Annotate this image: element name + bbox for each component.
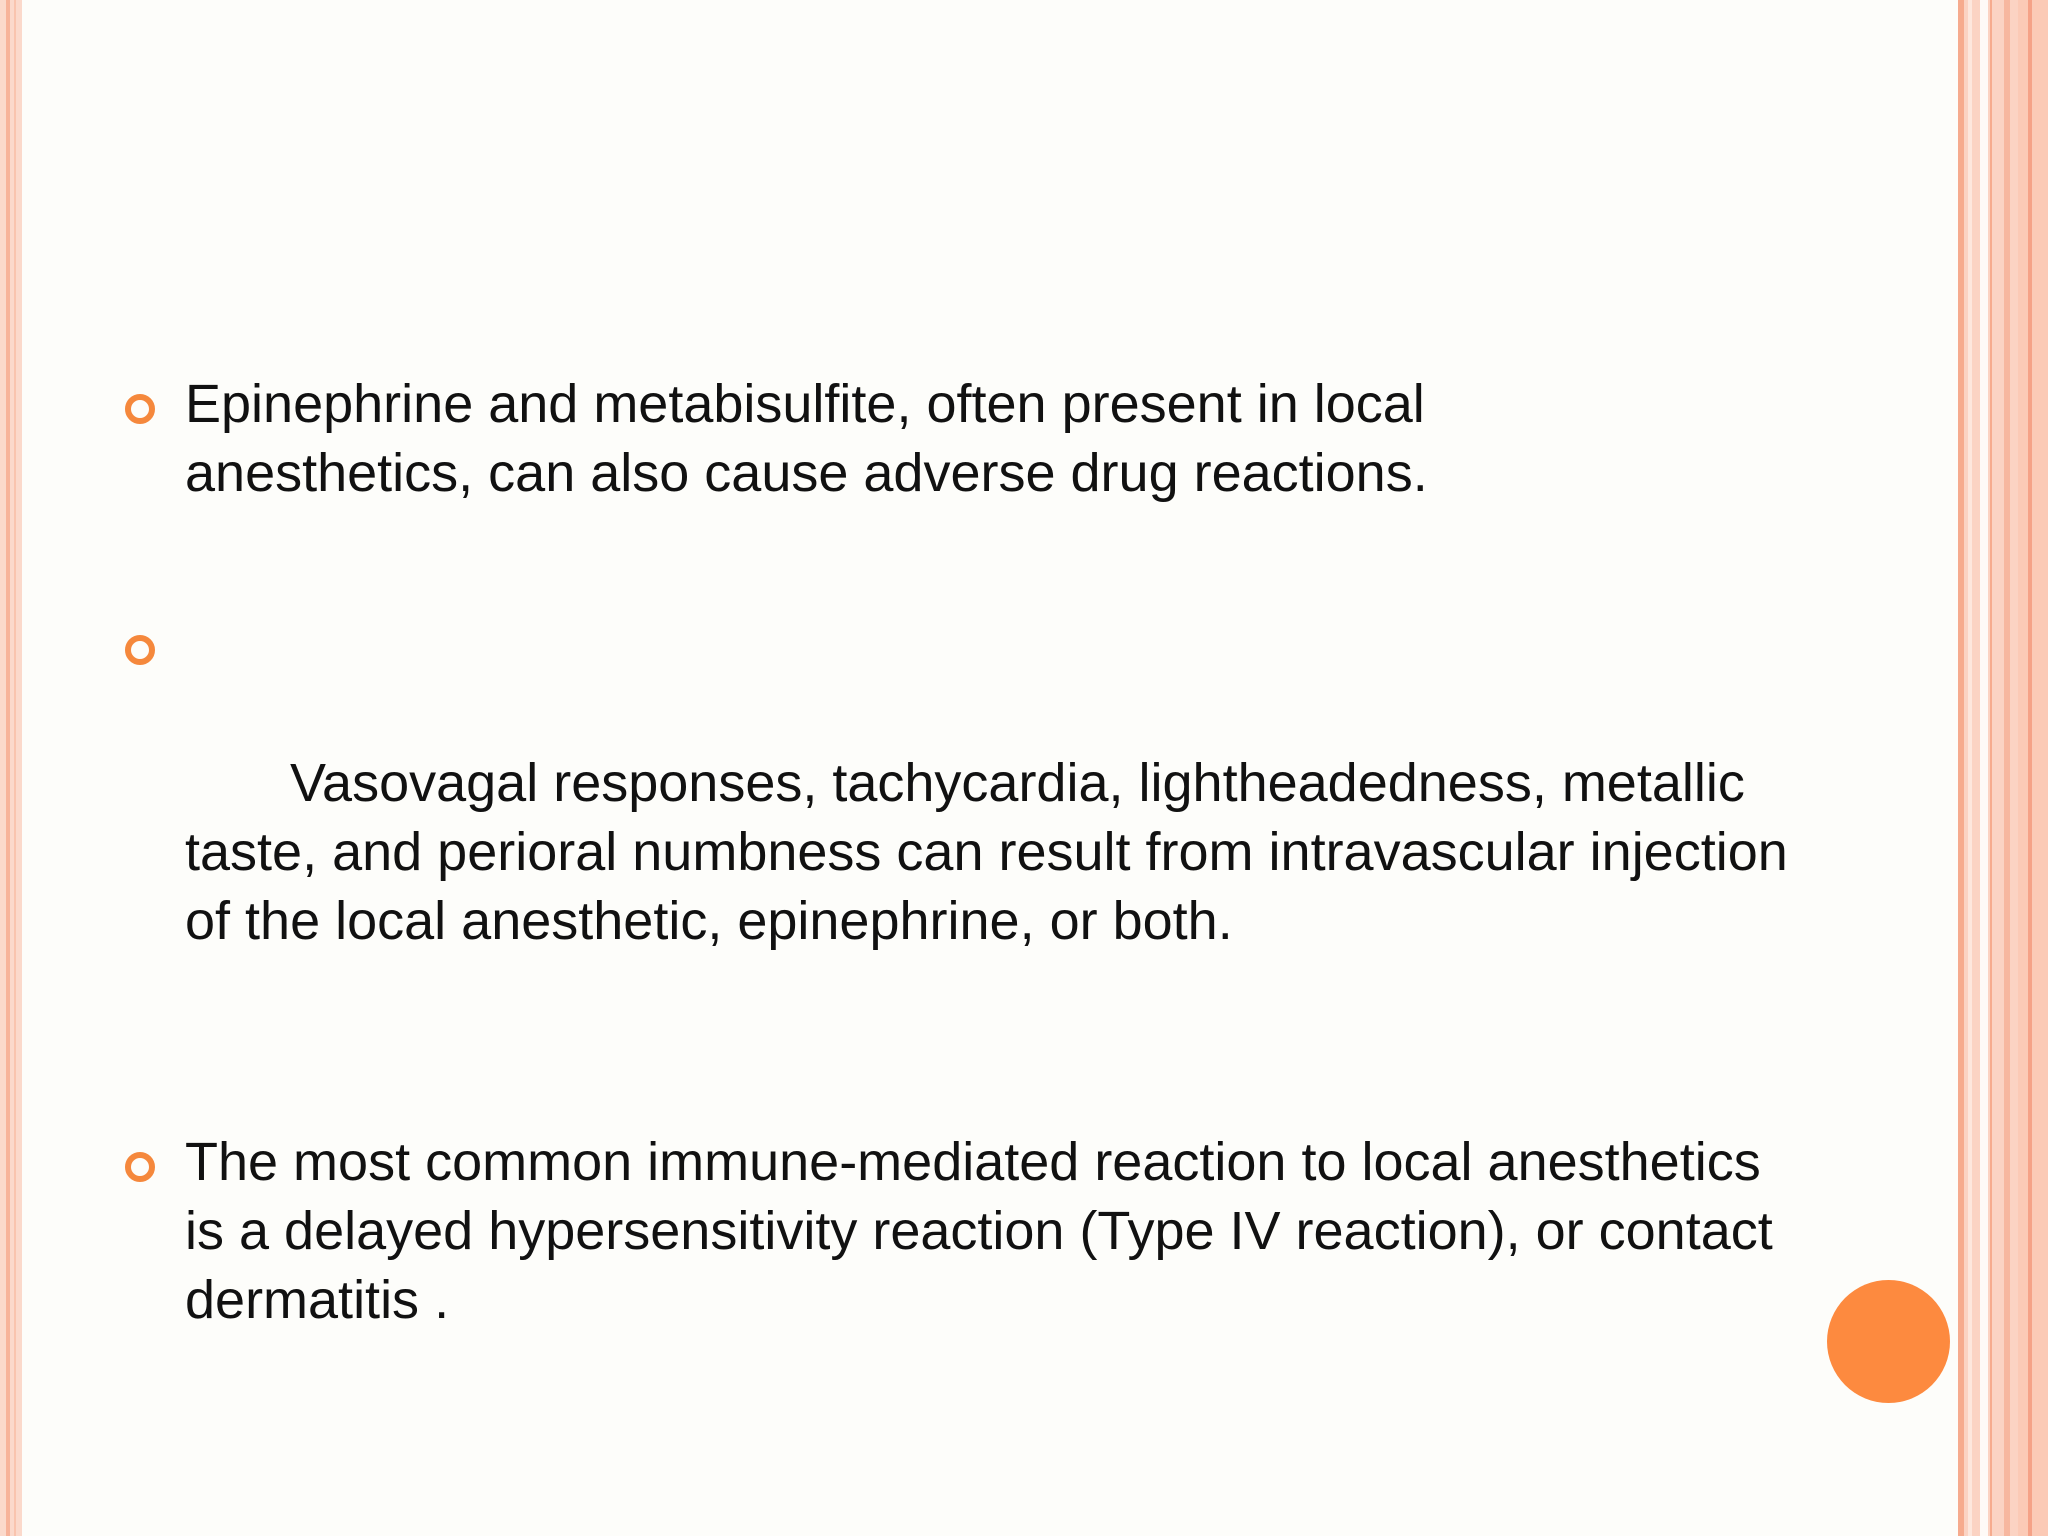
right-stripe <box>2004 0 2010 1536</box>
ring-bullet-icon <box>125 394 155 424</box>
bullet-text: The most common immune-mediated reaction to local anesthetics is a delayed hypersensitivity reaction (Type IV reaction), or contact dermatitis . <box>185 1132 1773 1330</box>
right-stripe <box>2018 0 2048 1536</box>
right-stripe <box>1958 0 1964 1536</box>
bullet-list <box>125 370 1825 1438</box>
ring-bullet-icon <box>125 635 155 665</box>
right-stripe <box>1968 0 1972 1536</box>
list-item <box>125 611 1825 1025</box>
list-item <box>125 370 1645 508</box>
bullet-text: Epinephrine and metabisulfite, often present in local anesthetics, can also cause adverse drug reactions. <box>185 374 1428 503</box>
left-border-inner-line <box>14 0 16 1536</box>
bullet-text: Vasovagal responses, tachycardia, lightheadedness, metallic taste, and perioral numbness can result from intravascular injection of the local anesthetic, epinephrine, or both. <box>185 753 1803 951</box>
right-stripe <box>2028 0 2032 1536</box>
orange-circle-decoration <box>1827 1280 1950 1403</box>
left-border-line <box>6 0 10 1536</box>
right-stripe <box>1990 0 1992 1536</box>
left-decorative-border <box>0 0 22 1536</box>
right-stripe <box>1980 0 1988 1536</box>
list-item <box>125 1128 1785 1335</box>
ring-bullet-icon <box>125 1152 155 1182</box>
